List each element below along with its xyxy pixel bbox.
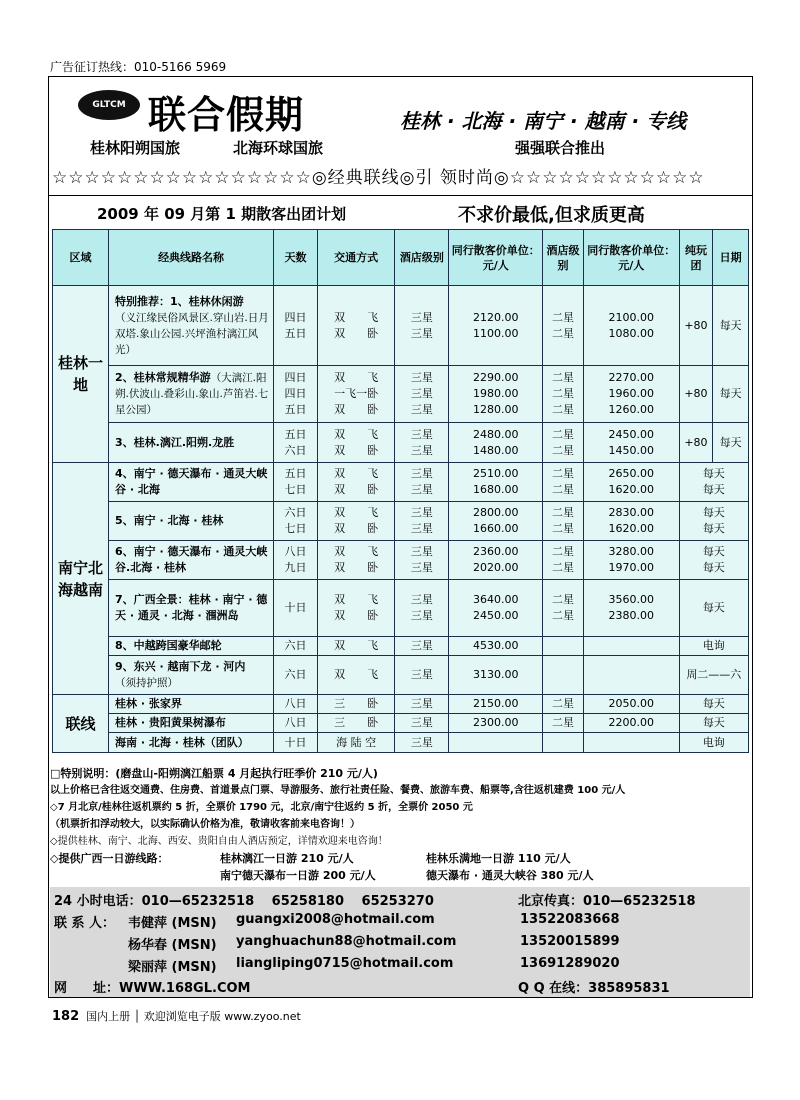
transport-value: 双 卧 — [334, 483, 379, 496]
fax-label: 北京传真： — [518, 894, 584, 909]
route-title: 9、东兴 · 越南下龙 · 河内 — [115, 660, 246, 673]
date-value: 每天 — [702, 545, 725, 558]
people-label: 联 系 人： — [54, 916, 116, 931]
plan-title: 2009 年 09 月第 1 期散客出团计划 — [97, 205, 347, 223]
pure-play-cell: +80 — [679, 423, 713, 463]
website-link[interactable]: WWW.168GL.COM — [119, 981, 251, 996]
days-value: 八日 — [284, 545, 307, 558]
transport-cell: 三 卧 — [317, 714, 394, 733]
price-value: 3640.00 — [472, 593, 519, 606]
price-cell: 2050.00 — [583, 695, 679, 714]
price-cell — [583, 286, 679, 366]
price-value: 1660.00 — [472, 522, 519, 535]
pure-play-cell: +80 — [679, 286, 713, 366]
table-row — [53, 502, 749, 541]
price-cell — [449, 423, 543, 463]
days-cell — [274, 366, 318, 423]
transport-cell — [317, 580, 394, 637]
transport-cell — [317, 286, 394, 366]
days-value: 六日 — [284, 506, 307, 519]
note-self: ◇提供桂林、南宁、北海、西安、贵阳自由人酒店预定，详情欢迎来电咨询！ — [50, 836, 388, 847]
hotel-value: 三星 — [410, 371, 433, 384]
transport-cell — [317, 423, 394, 463]
transport-cell: 双 飞 — [317, 637, 394, 656]
date-cell — [679, 463, 748, 502]
route-title: 8、中越跨国豪华邮轮 — [115, 639, 222, 652]
price-value: 2380.00 — [608, 609, 654, 622]
price-value: 1960.00 — [608, 387, 654, 400]
partner-2: 北海环球国旅 — [233, 139, 324, 157]
hotel-cell: 三星 — [395, 714, 449, 733]
hotel-cell — [543, 656, 584, 695]
price-cell — [583, 502, 679, 541]
transport-value: 双 卧 — [334, 609, 379, 622]
hotel-value: 二星 — [551, 371, 574, 384]
transport-value: 双 飞 — [334, 593, 379, 606]
hotel-value: 二星 — [551, 483, 574, 496]
price-value: 2480.00 — [472, 427, 519, 441]
hotel-value: 三星 — [410, 443, 433, 457]
price-value: 2800.00 — [472, 506, 519, 519]
page-footer — [52, 1008, 301, 1024]
date-value: 每天 — [702, 483, 725, 496]
route-title: 2、桂林常规精华游 — [115, 371, 211, 384]
route-name — [109, 714, 274, 733]
hotel-value: 二星 — [551, 387, 574, 400]
route-name — [109, 637, 274, 656]
contact-msn[interactable]: yanghuachun88@hotmail.com — [236, 934, 457, 949]
route-desc: （大漓江.阳朔.伏波山.叠彩山.象山.芦笛岩.七星公园） — [115, 372, 269, 416]
transport-value: 一飞一卧 — [334, 387, 379, 400]
price-cell — [583, 423, 679, 463]
days-value: 五日 — [284, 427, 307, 441]
route-title: 桂林 · 贵阳黄果树瀑布 — [115, 716, 226, 729]
route-name — [109, 541, 274, 580]
hotel-value: 二星 — [551, 326, 574, 340]
date-cell — [679, 502, 748, 541]
route-name — [109, 366, 274, 423]
days-value: 十日 — [284, 601, 307, 614]
days-value: 七日 — [284, 522, 307, 535]
days-value: 五日 — [284, 467, 307, 480]
price-cell — [449, 733, 543, 753]
price-value: 2830.00 — [608, 506, 654, 519]
price-value: 3280.00 — [608, 545, 654, 558]
hotel-cell — [543, 502, 584, 541]
days-cell: 八日 — [274, 695, 318, 714]
transport-value: 双 卧 — [334, 326, 379, 340]
header-hotel-1: 酒店级别 — [395, 230, 449, 286]
hotel-cell — [543, 733, 584, 753]
days-value: 五日 — [284, 326, 307, 340]
transport-value: 双 卧 — [334, 522, 379, 535]
notes-section — [50, 765, 750, 884]
hotel-value: 三星 — [410, 593, 433, 606]
days-value: 五日 — [284, 403, 307, 416]
price-value: 1980.00 — [472, 387, 519, 400]
transport-cell: 三 卧 — [317, 695, 394, 714]
contact-name: 杨华春 (MSN) — [128, 938, 217, 953]
route-title: 7、广西全景：桂林 · 南宁 · 德天 · 通灵 · 北海 · 涠洲岛 — [115, 593, 268, 622]
table-row — [53, 580, 749, 637]
price-cell — [583, 366, 679, 423]
price-value: 2360.00 — [472, 545, 519, 558]
hotel-value: 二星 — [551, 506, 574, 519]
table-row — [53, 637, 749, 656]
table-row — [53, 733, 749, 753]
hotel-cell — [395, 541, 449, 580]
hotel-value: 二星 — [551, 522, 574, 535]
hotel-cell: 二星 — [543, 695, 584, 714]
price-cell — [583, 637, 679, 656]
divider — [48, 195, 753, 196]
hotel-value: 二星 — [551, 593, 574, 606]
hotel-value: 三星 — [410, 483, 433, 496]
date-cell: 每天 — [713, 286, 749, 366]
days-value: 四日 — [284, 371, 307, 384]
price-cell: 3130.00 — [449, 656, 543, 695]
hotel-value: 二星 — [551, 310, 574, 324]
price-cell: 2200.00 — [583, 714, 679, 733]
header-hotel-2: 酒店级别 — [543, 230, 584, 286]
transport-value: 双 卧 — [334, 561, 379, 574]
logo-text: GLTCM — [92, 100, 126, 110]
price-cell — [449, 580, 543, 637]
date-value: 每天 — [702, 467, 725, 480]
route-desc: （义江缘民俗风景区.穿山岩.日月双塔.象山公园.兴坪渔村漓江风光） — [115, 311, 269, 356]
price-cell — [449, 502, 543, 541]
route-title: 3、桂林.漓江.阳朔.龙胜 — [115, 435, 235, 449]
hotel-cell: 三星 — [395, 637, 449, 656]
price-cell — [449, 286, 543, 366]
days-value: 四日 — [284, 387, 307, 400]
hotel-cell — [395, 580, 449, 637]
ad-hotline: 广告征订热线：010-5166 5969 — [50, 60, 227, 74]
date-value: 每天 — [702, 522, 725, 535]
price-value: 3560.00 — [608, 593, 654, 606]
phone-numbers: 010—65232518 65258180 65253270 — [141, 894, 434, 909]
footer-text: 国内上册 │ 欢迎浏览电子版 www.zyoo.net — [86, 1010, 301, 1023]
route-name — [109, 286, 274, 366]
hotel-value: 二星 — [551, 561, 574, 574]
date-value: 每天 — [702, 561, 725, 574]
price-cell — [583, 733, 679, 753]
hotel-cell — [543, 463, 584, 502]
hotel-value: 三星 — [410, 427, 433, 441]
website-line — [54, 977, 250, 996]
oneday-label: ◇提供广西一日游线路： — [50, 852, 169, 865]
route-name — [109, 463, 274, 502]
hotel-value: 三星 — [410, 561, 433, 574]
days-cell — [274, 580, 318, 637]
price-value: 1970.00 — [608, 561, 654, 574]
days-cell — [274, 463, 318, 502]
hotel-value: 三星 — [410, 545, 433, 558]
date-cell: 每天 — [679, 695, 748, 714]
date-cell: 电询 — [679, 637, 748, 656]
price-value: 1450.00 — [608, 443, 654, 457]
days-value: 四日 — [284, 310, 307, 324]
hotel-cell: 三星 — [395, 733, 449, 753]
hotel-cell — [543, 637, 584, 656]
company-logo — [78, 90, 140, 120]
contact-phone: 13520015899 — [520, 934, 620, 949]
price-cell — [449, 463, 543, 502]
fax-number: 010—65232518 — [583, 894, 696, 909]
price-value: 1620.00 — [608, 522, 654, 535]
qq-label: Q Q 在线： — [518, 981, 589, 996]
hotel-value: 二星 — [551, 609, 574, 622]
route-desc: （须持护照） — [115, 677, 179, 689]
table-header-row — [53, 230, 749, 286]
price-cell: 2150.00 — [449, 695, 543, 714]
price-cell — [449, 366, 543, 423]
hotel-cell — [543, 541, 584, 580]
transport-value: 双 飞 — [334, 371, 379, 384]
price-cell — [583, 580, 679, 637]
days-value: 六日 — [284, 443, 307, 457]
header-pure-play: 纯玩团 — [679, 230, 713, 286]
contact-name: 韦健萍 (MSN) — [128, 916, 217, 931]
note-float: （机票折扣浮动较大，以实际确认价格为准，敬请收客前来电咨询！） — [50, 819, 360, 830]
price-value: 2450.00 — [608, 427, 654, 441]
plan-slogan: 不求价最低,但求质更高 — [458, 205, 645, 226]
phone-line — [54, 890, 434, 909]
hotel-value: 三星 — [410, 506, 433, 519]
table-row — [53, 695, 749, 714]
price-value: 2020.00 — [472, 561, 519, 574]
region-guilin: 桂林一地 — [53, 286, 109, 463]
hotel-cell — [543, 580, 584, 637]
days-cell — [274, 502, 318, 541]
oneday-item: 桂林漓江一日游 210 元/人 — [220, 852, 354, 865]
hotel-value: 二星 — [551, 545, 574, 558]
header-date: 日期 — [713, 230, 749, 286]
transport-cell: 海 陆 空 — [317, 733, 394, 753]
date-cell: 每天 — [713, 423, 749, 463]
contact-msn[interactable]: liangliping0715@hotmail.com — [236, 956, 454, 971]
transport-value: 双 飞 — [334, 427, 379, 441]
days-cell: 十日 — [274, 733, 318, 753]
transport-cell — [317, 366, 394, 423]
days-value: 九日 — [284, 561, 307, 574]
price-value: 1620.00 — [608, 483, 654, 496]
price-cell — [449, 541, 543, 580]
oneday-item: 南宁德天瀑布一日游 200 元/人 — [220, 869, 376, 882]
route-name — [109, 733, 274, 753]
date-cell: 每天 — [679, 714, 748, 733]
partner-1: 桂林阳朔国旅 — [90, 139, 181, 157]
joint-launch: 强强联合推出 — [515, 139, 606, 157]
header-price-2: 同行散客价单位：元/人 — [583, 230, 679, 286]
tour-schedule-table — [52, 229, 749, 753]
table-row — [53, 286, 749, 366]
price-cell: 4530.00 — [449, 637, 543, 656]
transport-cell — [317, 502, 394, 541]
note-included-text: 以上价格已含往返交通费、住房费、首道景点门票、导游服务、旅行社责任险、餐费、旅游车费、船票等, — [50, 785, 514, 796]
note-oneday-2 — [50, 867, 750, 884]
transport-cell — [317, 541, 394, 580]
hotel-value: 三星 — [410, 310, 433, 324]
table-row — [53, 541, 749, 580]
transport-value: 双 卧 — [334, 443, 379, 457]
hotel-value: 三星 — [410, 467, 433, 480]
hotel-value: 三星 — [410, 326, 433, 340]
brand-title: 联合假期 — [148, 92, 305, 137]
days-value: 七日 — [284, 483, 307, 496]
table-row — [53, 366, 749, 423]
days-cell — [274, 423, 318, 463]
table-row — [53, 714, 749, 733]
hotel-cell — [395, 502, 449, 541]
date-cell: 每天 — [713, 366, 749, 423]
price-value: 1280.00 — [472, 403, 519, 416]
page-number: 182 — [52, 1009, 80, 1024]
transport-value: 双 飞 — [334, 545, 379, 558]
days-cell: 六日 — [274, 656, 318, 695]
contact-msn[interactable]: guangxi2008@hotmail.com — [236, 912, 435, 927]
header-route: 经典线路名称 — [109, 230, 274, 286]
route-title: 桂林 · 张家界 — [115, 697, 182, 710]
price-cell — [583, 463, 679, 502]
route-name — [109, 656, 274, 695]
hotel-cell — [543, 366, 584, 423]
header-transport: 交通方式 — [317, 230, 394, 286]
transport-value: 双 飞 — [334, 506, 379, 519]
contact-phone: 13691289020 — [520, 956, 620, 971]
region-nanning: 南宁北海越南 — [53, 463, 109, 695]
route-name — [109, 502, 274, 541]
contact-name: 梁丽萍 (MSN) — [128, 960, 217, 975]
price-value: 2450.00 — [472, 609, 519, 622]
hotel-cell: 二星 — [543, 714, 584, 733]
hotel-cell: 三星 — [395, 656, 449, 695]
price-value: 2270.00 — [608, 371, 654, 384]
hotel-cell — [395, 366, 449, 423]
phone-label: 24 小时电话： — [54, 894, 142, 909]
price-cell — [583, 656, 679, 695]
price-value: 2510.00 — [472, 467, 519, 480]
route-slogan: 桂林 · 北海 · 南宁 · 越南 · 专线 — [400, 109, 687, 133]
price-value: 1100.00 — [472, 326, 519, 340]
hotel-value: 二星 — [551, 467, 574, 480]
oneday-item: 桂林乐满地一日游 110 元/人 — [426, 852, 571, 865]
hotel-value: 三星 — [410, 522, 433, 535]
hotel-value: 三星 — [410, 403, 433, 416]
date-cell: 电询 — [679, 733, 748, 753]
hotel-value: 二星 — [551, 443, 574, 457]
region-link: 联线 — [53, 695, 109, 753]
price-value: 1680.00 — [472, 483, 519, 496]
route-name — [109, 695, 274, 714]
date-cell: 每天 — [679, 580, 748, 637]
note-oneday — [50, 850, 750, 867]
price-cell — [583, 541, 679, 580]
transport-value: 双 飞 — [334, 467, 379, 480]
route-title: 6、南宁 · 德天瀑布 · 通灵大峡谷.北海 · 桂林 — [115, 545, 268, 574]
transport-cell: 双 飞 — [317, 656, 394, 695]
route-title: 特别推荐：1、桂林休闲游 — [115, 294, 244, 308]
contact-box — [50, 887, 750, 997]
days-cell — [274, 541, 318, 580]
stars-banner: ☆☆☆☆☆☆☆☆☆☆☆☆☆☆☆☆◎经典联线◎引 领时尚◎☆☆☆☆☆☆☆☆☆☆☆☆ — [52, 168, 705, 188]
route-name — [109, 423, 274, 463]
website-label: 网 址： — [54, 981, 120, 996]
pure-play-cell: +80 — [679, 366, 713, 423]
table-row — [53, 656, 749, 695]
qq-line — [518, 977, 670, 996]
days-cell — [274, 286, 318, 366]
route-title: 5、南宁 · 北海 · 桂林 — [115, 514, 224, 527]
contact-phone: 13522083668 — [520, 912, 620, 927]
price-value: 1260.00 — [608, 403, 654, 416]
hotel-cell — [543, 423, 584, 463]
date-value: 每天 — [702, 506, 725, 519]
note-included-tail: 含往返机建费 100 元/人 — [513, 785, 626, 796]
hotel-cell: 三星 — [395, 695, 449, 714]
price-cell: 2300.00 — [449, 714, 543, 733]
price-value: 2120.00 — [472, 310, 519, 324]
hotel-value: 三星 — [410, 387, 433, 400]
price-value: 2290.00 — [472, 371, 519, 384]
header-region: 区域 — [53, 230, 109, 286]
qq-number: 385895831 — [588, 981, 670, 996]
note-discount: ◇7 月北京/桂林往返机票约 5 折，全票价 1790 元，北京/南宁往返约 5 折，全票价 2050 元 — [50, 802, 473, 813]
fax-line — [518, 890, 696, 909]
date-cell — [679, 541, 748, 580]
route-title: 海南 · 北海 · 桂林（团队） — [115, 735, 249, 749]
note-included — [50, 782, 750, 799]
date-cell: 周二——六 — [679, 656, 748, 695]
hotel-value: 二星 — [551, 427, 574, 441]
price-value: 1080.00 — [608, 326, 654, 340]
hotel-cell — [395, 286, 449, 366]
route-title: 4、南宁 · 德天瀑布 · 通灵大峡谷 · 北海 — [115, 467, 268, 496]
table-row — [53, 423, 749, 463]
days-cell: 八日 — [274, 714, 318, 733]
transport-value: 双 卧 — [334, 403, 379, 416]
transport-value: 双 飞 — [334, 310, 379, 324]
transport-cell — [317, 463, 394, 502]
hotel-cell — [543, 286, 584, 366]
hotel-value: 二星 — [551, 403, 574, 416]
hotel-cell — [395, 423, 449, 463]
price-value: 1480.00 — [472, 443, 519, 457]
table-row — [53, 463, 749, 502]
route-name — [109, 580, 274, 637]
price-value: 2100.00 — [608, 310, 654, 324]
header-days: 天数 — [274, 230, 318, 286]
header-price-1: 同行散客价单位：元/人 — [449, 230, 543, 286]
note-special: □特别说明：(磨盘山-阳朔漓江船票 4 月起执行旺季价 210 元/人) — [50, 767, 378, 780]
hotel-value: 三星 — [410, 609, 433, 622]
days-cell: 六日 — [274, 637, 318, 656]
price-value: 2650.00 — [608, 467, 654, 480]
hotel-cell — [395, 463, 449, 502]
oneday-item: 德天瀑布 · 通灵大峡谷 380 元/人 — [426, 869, 594, 882]
